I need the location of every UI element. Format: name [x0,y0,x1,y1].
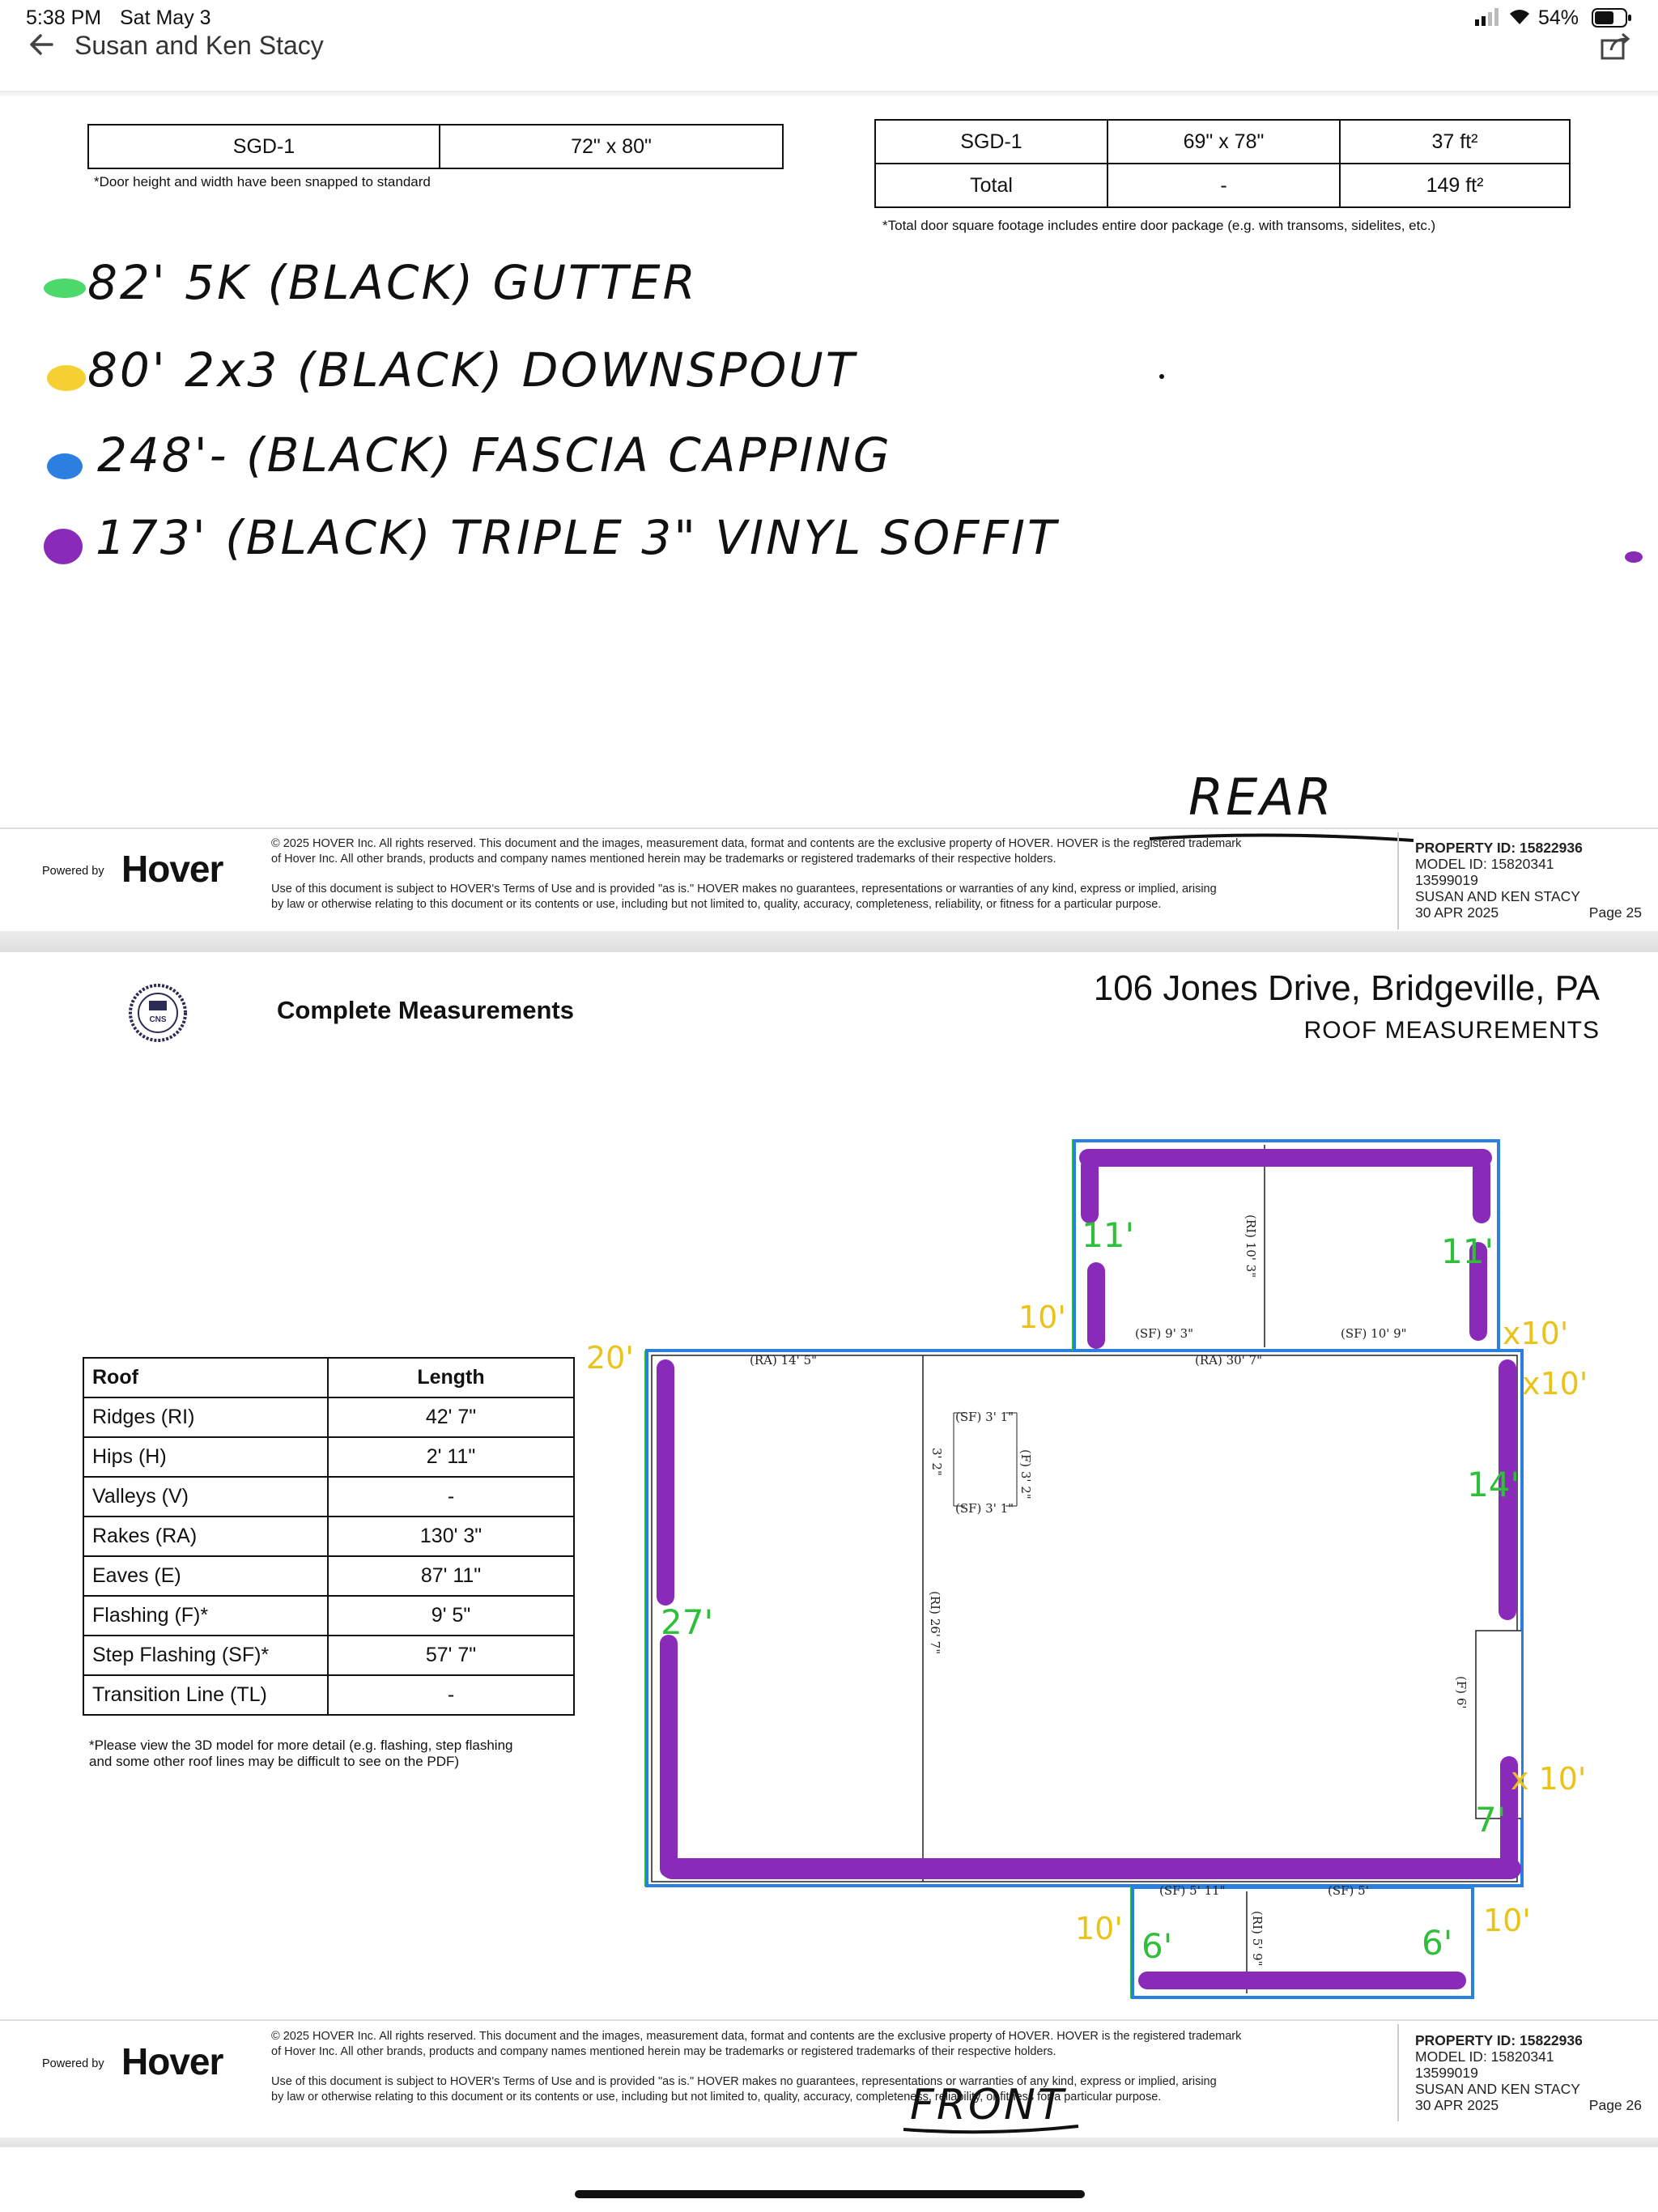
door-size: 69" x 78" [1107,120,1340,164]
row-label: Flashing (F)* [83,1596,328,1636]
table-row [83,1437,574,1477]
annotation-yellow: x 10' [1511,1761,1587,1797]
legal-line: © 2025 HOVER Inc. All rights reserved. This document and the images, measurement data, format and contents are the exclusive property of HOVER. HOVER is the registered trademark [271,837,1242,850]
row-value: 130' 3" [328,1516,574,1556]
page-number: Page 25 [1588,904,1642,921]
property-address: 106 Jones Drive, Bridgeville, PA [1093,968,1600,1008]
door-size: - [1107,164,1340,207]
legal-line: © 2025 HOVER Inc. All rights reserved. This document and the images, measurement data, format and contents are the exclusive property of HOVER. HOVER is the registered trademark [271,2030,1242,2043]
report-date: 30 APR 2025 [1415,2097,1499,2113]
footer-divider [1397,2024,1399,2121]
report-subtitle: ROOF MEASUREMENTS [1303,1017,1600,1044]
note-fascia: 248'- (BLACK) FASCIA CAPPING [97,428,892,483]
annotation-yellow: 10' [1483,1903,1531,1938]
table-row [83,1477,574,1516]
label-sf: (SF) 9' 3" [1135,1326,1194,1341]
table-row [83,1556,574,1596]
property-code: 13599019 [1415,2065,1478,2081]
annotation-green: 11' [1082,1215,1134,1255]
property-info [1415,840,1642,921]
label-sf: (SF) 10' 9" [1341,1326,1407,1341]
annotation-green: 7' [1475,1800,1507,1840]
footer-rule [0,2019,1658,2021]
table-row [88,125,783,168]
door-table-left [87,124,784,169]
col-header: Roof [83,1358,328,1397]
front-underline [902,2121,1080,2138]
legal-line: by law or otherwise relating to this document or its contents or use, including but not limited to, quality, accuracy, completeness, reliability, or fitness for a particular purpose. [271,2091,1162,2104]
share-icon[interactable] [1600,32,1632,66]
property-id: PROPERTY ID: 15822936 [1415,2032,1583,2048]
status-time: 5:38 PM [26,6,102,29]
rear-label: REAR [1188,768,1334,827]
logo-text: CNS [149,1015,167,1024]
note-line: *Please view the 3D model for more detail (e.g. flashing, step flashing [89,1738,513,1753]
nav-bar [0,24,1658,89]
page-gap [0,2138,1658,2147]
legal-line: Use of this document is subject to HOVER's Terms of Use and is provided "as is." HOVER makes no guarantees, representations or warranties of any kind, express or implied, arising [271,883,1217,895]
col-header: Length [328,1358,574,1397]
note-downspout: 80' 2x3 (BLACK) DOWNSPOUT [87,342,857,398]
door-note: *Door height and width have been snapped to standard [94,174,431,189]
owner-name: SUSAN AND KEN STACY [1415,888,1580,904]
row-label: Eaves (E) [83,1556,328,1596]
label-sf: (SF) 5' [1328,1883,1369,1898]
powered-by: Powered by [42,2057,104,2070]
annotation-green: 14' [1467,1465,1520,1504]
powered-by: Powered by [42,865,104,878]
row-value: 9' 5" [328,1596,574,1636]
legal-line: Use of this document is subject to HOVER's Terms of Use and is provided "as is." HOVER makes no guarantees, representations or warranties of any kind, express or implied, arising [271,2075,1217,2088]
row-value: - [328,1477,574,1516]
front-label: FRONT [910,2081,1066,2129]
table-row [875,120,1570,164]
annotation-green: 6' [1141,1926,1173,1966]
table-row [83,1596,574,1636]
label-f: (F) 6' [1454,1676,1469,1709]
property-code: 13599019 [1415,872,1478,888]
door-table-right [874,119,1571,208]
nav-shadow [0,91,1658,97]
note-soffit: 173' (BLACK) TRIPLE 3" VINYL SOFFIT [96,510,1059,565]
roof-diagram [586,1125,1588,2008]
label-ri: (RI) 26' 7" [928,1591,942,1655]
page-heading: Complete Measurements [277,996,574,1024]
stray-purple-dot [1624,551,1643,564]
door-area: 149 ft² [1340,164,1570,207]
table-header [83,1358,574,1397]
row-label: Transition Line (TL) [83,1675,328,1715]
table-row [83,1397,574,1437]
door-label: SGD-1 [875,120,1107,164]
label-f: (F) 3' 2" [1018,1449,1033,1499]
report-date: 30 APR 2025 [1415,904,1499,921]
door-size: 72" x 80" [440,125,783,168]
back-arrow-icon[interactable] [28,31,55,62]
property-id: PROPERTY ID: 15822936 [1415,840,1583,856]
note-gutter: 82' 5K (BLACK) GUTTER [87,255,698,310]
label-sf: (SF) 3' 1" [955,1410,1014,1424]
door-label: Total [875,164,1107,207]
home-indicator[interactable] [575,2190,1085,2198]
legal-line: of Hover Inc. All other brands, products and company names mentioned herein may be trademarks or registered trademarks of their respective holders. [271,853,1056,866]
table-row [83,1636,574,1675]
battery-percent: 54% [1538,6,1579,29]
legal-line: by law or otherwise relating to this document or its contents or use, including but not limited to, quality, accuracy, completeness, reliability, or fitness for a particular purpose. [271,898,1162,911]
page-number: Page 26 [1588,2097,1642,2113]
annotation-yellow: 20' [586,1340,634,1376]
page-gap [0,931,1658,952]
model-id: MODEL ID: 15820341 [1415,2048,1554,2065]
note-line: and some other roof lines may be difficult to see on the PDF) [89,1754,460,1769]
label-sf: (SF) 3' 1" [955,1501,1014,1516]
row-label: Valleys (V) [83,1477,328,1516]
row-label: Hips (H) [83,1437,328,1477]
row-value: 87' 11" [328,1556,574,1596]
cns-logo [128,983,188,1043]
label-ri: (RI) 10' 3" [1244,1214,1258,1278]
annotation-yellow: 10' [1075,1911,1123,1946]
roof-table-note [89,1738,513,1770]
table-row [875,164,1570,207]
annotation-yellow: x10' [1503,1316,1569,1351]
row-value: 2' 11" [328,1437,574,1477]
footer-legal [271,836,1356,912]
label-ri: (RI) 5' 9" [1250,1911,1265,1967]
status-date: Sat May 3 [120,6,211,29]
label-dim: 3' 2" [929,1448,944,1476]
door-area: 37 ft² [1340,120,1570,164]
annotation-green: 11' [1441,1231,1494,1271]
annotation-green: 27' [661,1602,713,1642]
footer-legal [271,2029,1356,2105]
label-sf: (SF) 5' 11" [1159,1883,1226,1898]
annotation-yellow: x10' [1522,1366,1588,1402]
label-ra: (RA) 30' 7" [1195,1353,1263,1368]
table-row [83,1675,574,1715]
row-label: Ridges (RI) [83,1397,328,1437]
door-label: SGD-1 [88,125,440,168]
legal-line: of Hover Inc. All other brands, products and company names mentioned herein may be trademarks or registered trademarks of their respective holders. [271,2045,1056,2058]
model-id: MODEL ID: 15820341 [1415,856,1554,872]
hover-logo: Hover [121,2040,223,2082]
roof-table [83,1357,575,1716]
footer-divider [1397,832,1399,929]
row-label: Step Flashing (SF)* [83,1636,328,1675]
row-value: 42' 7" [328,1397,574,1437]
annotation-yellow: 10' [1018,1300,1066,1335]
stray-dot [1158,372,1166,381]
owner-name: SUSAN AND KEN STACY [1415,2081,1580,2097]
row-value: - [328,1675,574,1715]
annotation-green: 6' [1422,1923,1453,1963]
row-value: 57' 7" [328,1636,574,1675]
footer-rule [0,827,1658,829]
table-row [83,1516,574,1556]
hover-logo: Hover [121,848,223,890]
door-footnote: *Total door square footage includes entire door package (e.g. with transoms, sidelites, etc.) [882,218,1436,233]
row-label: Rakes (RA) [83,1516,328,1556]
label-ra: (RA) 14' 5" [750,1353,818,1368]
property-info [1415,2032,1642,2113]
nav-title: Susan and Ken Stacy [74,31,324,60]
